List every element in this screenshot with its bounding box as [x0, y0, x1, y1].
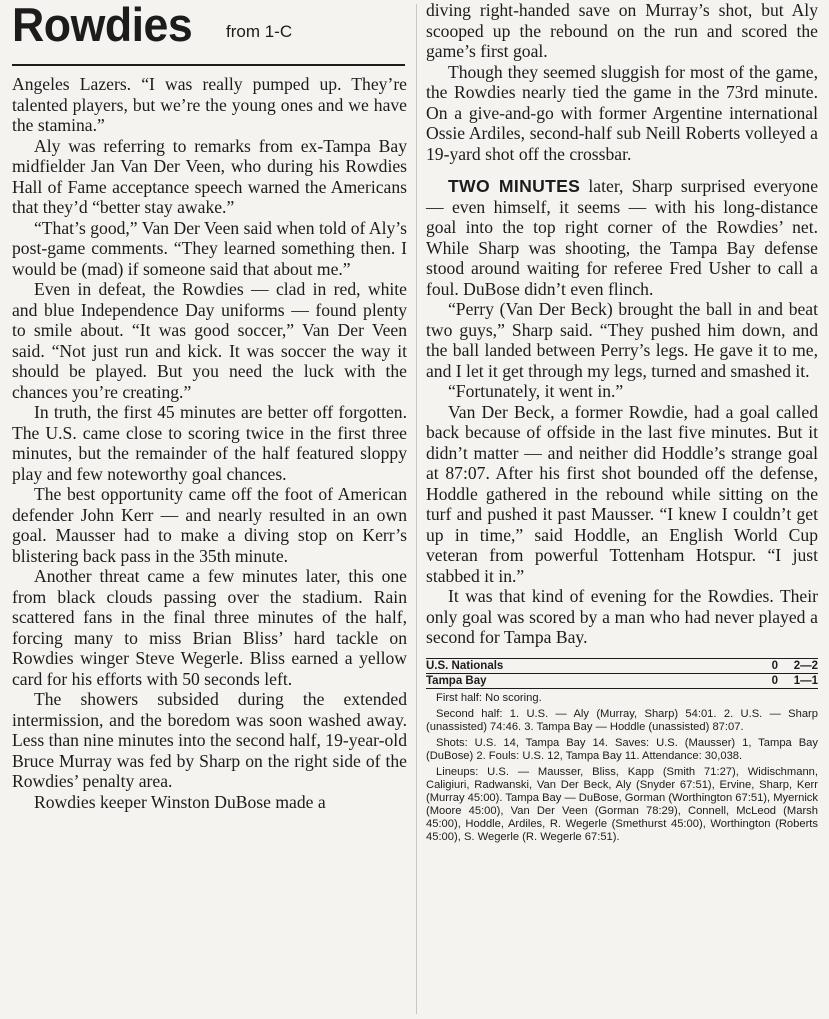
paragraph: Rowdies keeper Winston DuBose made a — [34, 791, 326, 812]
score-row-tampa — [426, 674, 818, 688]
headline-rule — [12, 64, 405, 66]
scoreboard — [426, 658, 818, 689]
paragraph: The showers subsided during the extended intermission, and the boredom was soon washed away. Less than nine minutes into the second half, 19-year-old Bruce Murray was fed by Sharp on the right side of the Rowdies’ penalty area. — [12, 689, 407, 791]
paragraph: In truth, the first 45 minutes are better off forgotten. The U.S. came close to scoring twice in the first three minutes, but the remainder of the half featured sloppy play and few noteworthy goal chances. — [12, 402, 407, 484]
right-column — [426, 0, 818, 848]
kicker-rest: later, Sharp surprised everyone — even himself, it seems — with his long-distance goal into the top right corner of the Rowdies’ net. While Sharp was shooting, the Tampa Bay defense stood around waiting for referee Fred Usher to call a foul. DuBose didn’t even flinch. — [426, 176, 819, 299]
box-score-line: Second half: 1. U.S. — Aly (Murray, Sharp) 54:01. 2. U.S. — Sharp (unassisted) 74:46. 3. Tampa Bay — Hoddle (unassisted) 87:07. — [426, 707, 818, 733]
paragraph: Van Der Beck, a former Rowdie, had a goal called back because of offside in the last five minutes. But it didn’t matter — and neither did Hoddle’s strange goal at 87:07. After his first shot bounded off the defense, Hoddle gathered in the rebound while sitting on the turf and pushed it past Mausser. “I knew I couldn’t get up in time,” said Hoddle, an English World Cup veteran from powerful Tottenham Hotspur. “I just stabbed it in.” — [426, 401, 818, 586]
box-score-line: Shots: U.S. 14, Tampa Bay 14. Saves: U.S. (Mausser) 1, Tampa Bay (DuBose) 2. Fouls: U.S. 12, Tampa Bay 11. Attendance: 30,038. — [426, 736, 818, 762]
headline-title: Rowdies — [12, 0, 193, 51]
team-name: U.S. Nationals — [426, 659, 504, 672]
first-half-score: 0 — [771, 659, 778, 672]
paragraph: The best opportunity came off the foot of American defender John Kerr — and nearly resulted in an own goal. Mausser had to make a diving stop on Kerr’s blistering back pass in the 35th minute. — [12, 484, 407, 566]
final-score: 1—1 — [793, 674, 818, 687]
paragraph: Even in defeat, the Rowdies — clad in red, white and blue Independence Day uniforms — found plenty to smile about. “It was good soccer,” Van Der Veen said. “Not just run and kick. It was soccer the way it should be played. But you need the luck with the chances you’re creating.” — [12, 279, 407, 402]
final-score: 2—2 — [793, 659, 818, 672]
paragraph: “Perry (Van Der Beck) brought the ball in and beat two guys,” Sharp said. “They pushed him down, and the ball landed between Perry’s legs. He gave it to me, and I let it get through my legs, turned and smashed it. — [426, 299, 818, 381]
kicker-paragraph — [426, 176, 818, 299]
paragraph: “That’s good,” Van Der Veen said when told of Aly’s post-game comments. “They learned something then. I would be (mad) if someone said that about me.” — [12, 217, 407, 279]
paragraph: Angeles Lazers. “I was really pumped up. They’re talented players, but we’re the young ones and we have the stamina.” — [12, 74, 407, 135]
score-row-us — [426, 659, 818, 673]
kicker: TWO MINUTES — [448, 176, 581, 196]
paragraph: It was that kind of evening for the Rowdies. Their only goal was scored by a man who had never played a second for Tampa Bay. — [426, 586, 818, 647]
paragraph: Another threat came a few minutes later, this one from black clouds passing over the stadium. Rain scattered fans in the final three minutes of the half, forcing many to miss Brian Bliss’ hard tackle on Rowdies winger Steve Wegerle. Bliss earned a yellow card for his efforts with 50 seconds left. — [12, 566, 407, 689]
first-half-score: 0 — [771, 674, 778, 687]
headline — [12, 0, 407, 54]
paragraph: diving right-handed save on Murray’s shot, but Aly scooped up the rebound on the run and scored the game’s first goal. — [426, 0, 818, 61]
right-body — [426, 0, 818, 648]
left-column — [12, 0, 407, 812]
box-score — [426, 692, 818, 845]
box-score-line: Lineups: U.S. — Mausser, Bliss, Kapp (Smith 71:27), Widischmann, Caligiuri, Radwanski, Van Der Beck, Aly (Snyder 67:51), Ervine, Sharp, Kerr (Murray 45:00). Tampa Bay — DuBose, Gorman (Worthington 67:51), Myernick (Moore 45:00), Van Der Veen (Gorman 78:29), Connell, McLeod (Marsh 45:00), Hoddle, Ardiles, R. Wegerle (Smethurst 45:00), Worthington (Roberts 45:00), S. Wegerle (R. Wegerle 67:51). — [426, 765, 818, 844]
column-divider — [416, 4, 417, 1014]
jump-line: from 1-C — [226, 22, 293, 41]
team-name: Tampa Bay — [426, 674, 487, 687]
box-score-line: First half: No scoring. — [436, 691, 542, 704]
paragraph: “Fortunately, it went in.” — [448, 381, 624, 401]
left-body — [12, 74, 407, 812]
paragraph: Though they seemed sluggish for most of the game, the Rowdies nearly tied the game in the 73rd minute. On a give-and-go with former Argentine international Ossie Ardiles, second-half sub Neill Roberts volleyed a 19-yard shot off the crossbar. — [426, 61, 818, 164]
paragraph: Aly was referring to remarks from ex-Tampa Bay midfielder Jan Van Der Veen, who during his Rowdies Hall of Fame acceptance speech warned the Americans that they’d “better stay awake.” — [12, 135, 407, 217]
